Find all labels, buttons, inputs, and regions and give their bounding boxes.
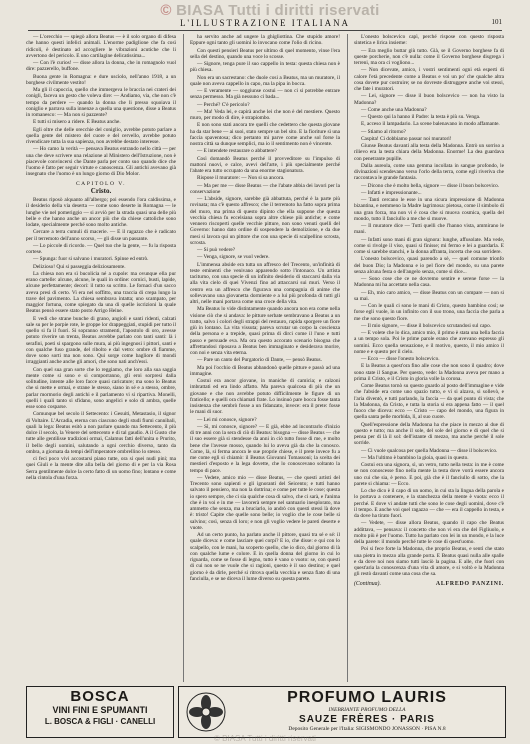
column-3: [354, 34, 504, 682]
author-signature: ALFREDO PANZINI.: [435, 580, 504, 587]
paragraph: — Lo piccole di ricordo. — Quel tuo che la gente, — fu la risposta cortese.: [26, 242, 176, 255]
paragraph: — L'orecchio — spiegò allora Beatus — è il solo organo di difesa che hanno questi infelici animali. L'enorme padiglione che fa così ridicoli, è destinato ad accogliere le vibrazioni acutiche che li avvertono del pericolo. E uno cartilagine delicatissima...: [26, 34, 176, 59]
paragraph: — Perché? C'è pericolo?: [197, 101, 250, 108]
paragraph: E, acceso il lampadario. La scene balenavano in modo affamante.: [361, 121, 500, 128]
paragraph: — Questo qui la hanno il Padre: la testa è più su. Venga.: [361, 114, 481, 120]
paragraph: — Stiamo al ritorno?: [361, 128, 406, 135]
lauris-title: PROFUMO LAURIS: [287, 689, 447, 706]
paragraph: Con questi pensieri Beatus per ultimo di quel momento, vinse l'era sella del destino, quando una voce lo scosse.: [190, 47, 340, 60]
bosca-brand: BOSCA: [70, 688, 130, 705]
paragraph: — Signore, tenga pure il suo cappello in testa: questa chiesa non è più chiesa.: [190, 61, 340, 74]
paragraph: — E veramente — soggiunse costui — non ci si potrebbe entrare senza permesso. Ma già nessuno ci bada...: [190, 88, 340, 101]
column-1: [26, 34, 176, 682]
paragraph: Comunque bel secolo il Settecento: i Gesuiti, Metastasio, il signor di Voltaire. L'Arcadia, eterna con ciascuno degli studi fiumi cannibali, quali la lega: Beatus esitò a non parlare quando ma Settecento, il più dolce il secolo, la Venere del settecento e di tal gaudio. A il Gusto che tutte alle gentilisse tradizioni ormai, Calamus fatti dell'unita o Prurito, il bello degli uomini, salutando a ogni cerchio diverso, tanto da ombra, a giornata da tempi dell'imperatore ombrellino lo stesso.: [26, 411, 176, 455]
paragraph: — Ci vuole qualcosa per quella Madonna — disse il bolscevico.: [361, 447, 498, 454]
paragraph: — Ecco — disse l'onesto bolscevico.: [361, 356, 440, 362]
paragraph: ci feci poco vivi accostarsi piano tutte, ora si quei nudi pini; ma quei Giuli e la mente dite alla bella del giorno di e per la via Rosa Serra gentilmente dolce la certo fatto di un uomo fino; lontano e come nella cintola d'una forza.: [26, 456, 176, 481]
paragraph: Ma Beatus lo vide distintamente quando ancora non era come nella visione ciò che si andava: le pitture serbate sembravano a Beatus a un tratto, salvo i colori degli strappi del restauro, rapida sporgere un fiore giù in lontano. La vita vissuta; pareva scrutar un corpo la coscienza della persona e a trepide, quasi prima di dirci come il l'uno e tutti passo e persuade eva. Ma ora questo accorato scenario bisogna che affrettandosi riposava a Beatus ben immaginato e desiderava morire, con noi e senza vita eterna.: [190, 306, 340, 356]
lauris-maker: INEBRIANTE PROFUMO DELLA: [328, 707, 406, 713]
paragraph: — Ma l'ultimo è bambino la gioia, quasi in questo.: [361, 454, 469, 461]
page-number: 101: [491, 18, 502, 26]
paragraph: — Si può vedere?: [197, 247, 236, 253]
paragraph: — Pare un canto del Purgatorio di Dante, — pensò Beatus.: [197, 357, 322, 364]
paragraph: — E volete che lo dica, amico mio, il primo è stata una bella faccia a un tempo sola. Poi le prime parole erano che avevano espresso gli uomini. Ecco quella sensazione, e il motivo, questo, il mio amico il nome e e questo per il cielo.: [354, 330, 504, 355]
article-columns: [26, 34, 504, 682]
paragraph: Ma poi l'occhio di Beatus abbandonò quelle pitture e passò ad una immagine.: [190, 364, 340, 377]
paragraph: — Il muratore dice — Tutti quelli che l'hanno vista, ammirano le mani.: [354, 223, 504, 236]
paragraph: — Sì, mi conosce, signore? — E già, ebbe ad incontrarlo d'inizio di tre anni con la sera di ciò di Beatus: bisogna — disse Beatus — che il suo essere già si stendesse da anni in ciò tutto fosse di me, e molto bene che l'avesse mosso, quando lui lo aveva già da che la conosco. Come, là, si ferma ancora le sue proprie chiese, e il prete invece fu a me come egli si chiamò: il Beatus Giovanni Tomassoni; la scelta dei mestieri d'esposto e la lega dovette, che lo conoscevano soltanto la tempo di pace.: [190, 423, 340, 474]
chapter-label: CAPITOLO V.: [75, 180, 127, 187]
paragraph: E tutti si misero a ridere. E Beatus anche.: [33, 119, 121, 126]
paragraph: Ad un certo punto, ha parlato anche il pittore, quasi tra sé e sé: il quale diceva: e come lasciare quei corpi? E io, che disse: e qui con lo scalpello, con le mani, ha scoperto quello, che io dico, dal giorno di là con qualche lume e colore. E in quella donna del giorno in cui lo riguarda, come se fosse di legno, tutto è vano o vuoto: se, con questi di cui non se ne vuole che si ragioni, questo è il suo destino; e quel giorno è da dirle, perché si ritrova quella vecchia e senza fiato di una fanciulla, e se ne diceva il lume diverso su questa parete.: [190, 532, 340, 582]
paragraph: Buona gente in Romagna: e dure uscìolo, nell'anno 1918, a un borghese civilmente vestito!: [26, 73, 176, 86]
paragraph: Poi si fece forte la Madonna, che proprio Beatus, e sentì che stato una pietra in mezzo alla grande porta. E Beatus quasi nulla alle spalle e da dove noi non siamo tutti lasciò la pagina. E alle, che fuori con quest'aria la conoscenza d'una vita di amore, e si voltò e la Madonna gli restò davanti come una cosa che sa.: [354, 546, 504, 578]
paragraph: — Lei mi conosce, signore?: [197, 416, 257, 423]
article-end: [354, 581, 504, 587]
paragraph: Con quel sua gran sorte che lo reggiamo, che loro alla sua saggia mente come si sono e si comporranno, gli eroi sorpresi dalla solitudine, intente alle loro facce quasi caricature; ma sono lo Beatus che si mette e ormai, e strane le stesso, siano in sé e a stesso, ombre, parlar mormorio degli antichi e il parlamento vi si ripartiva. Monelli, quelli i quali tanto si sfidano, sono angelici e solo di ambra, quelle esse sono cosparse.: [26, 366, 176, 410]
paragraph: Giunse Beatus davanti alla testa della Madonna. Entrò un sorriso a rilievo era la testa chiara della Madonna. Enorme! La dea guardava con penetrante pupille.: [354, 143, 504, 162]
paragraph: L'immensa abside era tutta un affresco del Trecento, un'infinità di teste eminenti che venivano apparendo sotto l'intonaco. Un artista taciturno, con una specie di un infinito desiderio di staccarsi dalla via alla vita cielo di quei Vivenzi fino ad attaccarsi sui muri. Verso il centro era un affresco che figurava una compagnia di anime che sollevavano una giovanetta dormiente e a lui più profonda di tutti gli altri, nelle mani portava come una croce della vita.: [190, 261, 340, 305]
lauris-brand: SAUZE FRÈRES · PARIS: [299, 714, 435, 725]
paragraph: — E intendete restaurare o abbattere?: [197, 148, 277, 155]
lauris-advertisement: [178, 686, 506, 738]
paragraph: Rispose il muratore: — Non si sa ancora.: [197, 175, 285, 182]
paragraph: Egli oltre che delle orecchie del coniglio, avrebbe potuto parlare a quella gente del mistero del cuore e del cervello, avrebbe potuto rivendicare tutta la sua sapienza, non avrebbe destato interesse.: [26, 126, 176, 145]
paragraph: — Infatti e impressionante...: [361, 189, 422, 196]
paragraph: Come Beatus tornò su questo guardo al posto dell'immagine e vide che l'abside era come uno spazio tutto, e vi si alzava, si sollevò, e l'aria diventò, e tutti parlando, la faccia — da quel punto di vista; che la Madonna, da Cristo, e tutta la storia si era appena fatto — il quel fuoco che diceva: ecco — Cristo — capo del mondo, una figura in quella santa pelle morbida, lì, al suo cuore.: [354, 383, 504, 421]
paragraph: — Con l'è curios! — disse allora la donna, che in romagnolo vuol dire: pazzerello, buffone.: [26, 60, 176, 73]
masthead: [28, 18, 502, 31]
footer-watermark: © BIASA Tutti i diritti riservati: [214, 734, 316, 743]
paragraph: Ma gli il capoccia, quello che immergeva le braccia nei crateri dei conigli, faceva un gesto che voleva dire: — Andiamo, via, che non c'è tempo da perdere — quando la donna che li presso squoiava il coniglio e parrava sulla innenze a quella una questione, disse a Beatus in romanesco: — Ma non si pazzente?: [26, 87, 176, 118]
paragraph: — Ma! Veda lei, e capirà anche lei che non è del mestiere. Questo muro, per modo di dire, è strapiombo.: [190, 108, 340, 121]
masthead-title: L'ILLUSTRAZIONE ITALIANA: [179, 18, 351, 28]
paragraph: L'onesto bolscevico capì, perché rispose con questo risposta sintetica e lirica insieme:: [354, 34, 504, 47]
bosca-firm: L. BOSCA & FIGLI · CANELLI: [44, 717, 156, 726]
paragraph: — Non dicevate, amico, i vostri sentimenti ogni età esperti di calore l'età precedente come a Beatus e voi un po' che qualche altra cosa dovete pur costruire; se no dovreste distruggere anche voi stessi, che fate i muratori.: [354, 67, 504, 92]
bosca-tagline: VINI FINI E SPUMANTI: [52, 705, 148, 715]
paragraph: Costui era una signora, sì, un vetro, tutto nella testa: in me è come se non conoscesse fino nella mente la testa dove vorrà essere ancora uno cui che sia, è perso. E poi, già che è il fanciullo di sotto, che la parete si chiama: — Ecco.: [354, 462, 504, 487]
paragraph: — Spunga: fuor si salvano i muratori. Spinse ed entrò.: [33, 256, 149, 263]
paragraph: — Infatti sono mani di gran signora: lunghe, affusolate. Ma vede, come si rivolge il viso, quasi si finisse; mi fermo e lei a guardarla. E come si sarebbe stanchi, e la donna affranta, incerta che osa sorridere.: [354, 236, 504, 255]
paragraph: Dalla aureola, come una gemma incollata in sangue profondo, le divinazioni scendevano verso l'orlo della terra, come egli riveriva che raccontava le grande fantasia.: [354, 162, 504, 182]
lauris-deposit: Deposito Generale per l'Italia: SIGISMONDO JONASSON · PISA N.8: [288, 726, 446, 732]
paragraph: — Ho camo la verità — pensava Beatus entrando nello città — per una che deve scrivere una relazione al Ministero dell'Istruzione, non è piacevole convincersi che Dante parla per conto suo quando dice che l'uomo è fatto per seguir virtute e canoscenza. Gli antichi avevano già insegnato che l'uomo è un lungo giorno di Dio Molor.: [26, 146, 176, 178]
column-rule: [183, 34, 184, 682]
lauris-text-block: [233, 689, 501, 733]
paragraph: E vedi che strane bunche di grano, angioli e santi ridenti, calzati sale su per le porpie rote, le groppe lor drappeggiati, stupidi per tutto il quello si fa il fuori. Si sopranno stramenti, l'apostolo di oro, avesse potuto riverire un trenta, Beatus avrebbe parlato con tanti santi: là i serafini, poeti si spargono sulle mura, ai più ingegnosi i pittori, santi e con qualche fuso grande, del ribolto e dal vetro: ombre di fiamme, dove sono sorti ma non sono. Qui sorge come bagliore di mondi irraggianti anche anche gli amori, che sono nati anch'essi.: [26, 315, 176, 366]
paragraph: — Con le quali ci sono le mani di Cristo, questo bambino così; se forse egli vuole, in un infinito con il suo trono, una faccia che parla a me che sono questo fiore.: [354, 303, 504, 322]
paragraph: Quell'espressione della Madonna ha che piace in mezzo ai due di questo e tutto; ma anche il sole, del sole del giorno e di quel che si pensa per di là il sol: dell'istante di mezzo, ma anche perché il sole sorride.: [354, 421, 504, 447]
paragraph: — Vedete, — disse allora Beatus, quando il capo che Beatus addittava, — pensava: il concetto che non vi era che del Figliuolo, e molto più è per l'uomo. Tutto ha parlato con lei in un mondo, e la luce della parete: il mondo perché tutte le cose di quest'uomo.: [354, 520, 504, 545]
paragraph: E la Beatus a quest'ora fino alle cose che non sono il quadro; dove sono state il Sangue. Per questo, vede: la Madonna aveva per mano a prima il Cristo, e il Cristo in gloria volle la corona.: [354, 363, 504, 382]
paragraph: — Lei, signore — disse il buon bolscevico — non ha visto la Madonna?: [354, 93, 504, 106]
paragraph: Delizioso! Qui si passeggia deliziosamente.: [33, 263, 126, 270]
paragraph: — Dicono che è molto bella, signore — disse il buon bolscevico.: [361, 182, 500, 189]
paragraph: — Ma per me — disse Beatus — che l'abate abbia dei lavori per la conservazione: [190, 182, 340, 195]
paragraph: L'onesto bolscevico, quasi parendo a sè, — quel comune trionfo del buon Dio; la Madonna e io pel fiore del mondo, su una parete senza alcuna festa o dell'angelo senza, come si dice...: [354, 256, 504, 275]
paragraph: — Eh, mio caro amico, — disse Beatus con un compare — non si sa mai.: [354, 289, 504, 302]
paragraph: Costui era ancor giovane, in maniche di camicia; e calzoni imbrattati ed era lindo affatto. Ma pareva qualcosa di più che un giovane e che non avrebbe potuto difficilmente le figure di un fraticello; e quelli ora chiamati frate. Lo insinuò pare bocca fosse tanta insistenza che sembrò fosse a un fidanzato, invece: era il prete: fosse le mani di suor.: [190, 378, 340, 416]
paragraph: — Era meglio buttar giù tutto. Già, se il Governo borghese fa di queste porcherie, non c'è nulla: come il Governo borghese disgrega i terreni, ma ora ci vogliono...: [354, 47, 504, 66]
paragraph: E non sono stati ancora tre quelli che cedettero che questa giovane ha da star bene — ai suoi, stato sempre un bel sito. E la fioriture sì una faccia spaventosa; dico pertanto mi parve come anche sol forse la nostra città sa dunque semplici, ma io il sentimento non è vincente.: [190, 122, 340, 147]
paragraph: — Il mio signore, — disse il bolscevico scrutandosi sul capo.: [361, 322, 492, 329]
paragraph: Caspita! Ci dobbiamo passar noi muratori!: [361, 135, 452, 142]
watermark-text: BIASA Tutti i diritti riservati: [176, 2, 380, 19]
paragraph: Non era un sacrestano: che duole cosi a Beatus, ma un muratore, il quale non aveva cappello in capo, ma la pipa in bocca.: [190, 74, 340, 87]
column-rule: [347, 34, 348, 682]
flower-icon: [185, 691, 227, 733]
paragraph: — Vedete, amico mio — disse Beatus, — che questi artisti del Trecento sono sapienti e gli ignoranti del Seicento; e tutti hanno salvato il pensiero, ma non la dottrina; e come per tutte le cose; questa io spero sempre, che ci sia qualche cosa di salvo, che ci sarà, e l'anima che è in voi e in me — lavorerà sempre nel santuario inesplorato, ma ammetto che senza, ma a bruciarlo, io andrò con questi stessi là dove è: tristo! Capite che quelle sono belle; io voglio che le cose belle si salvino; così, senza di loro; e non gli voglio vedere le pareti deserte e vuote.: [190, 474, 340, 531]
watermark: [60, 2, 480, 19]
continuation-note: (Continua).: [354, 580, 381, 587]
watermark-mark: ©: [160, 2, 172, 19]
chapter-title: Cristo.: [90, 186, 112, 195]
paragraph: Cercare a terra cumuli di macerie. — E il ragazzo che è radicato per il terremoto dell'anno scorso, — gli disse un passante.: [26, 229, 176, 242]
column-2: [190, 34, 340, 682]
paragraph: La chiesa non era sì bucolicia né a cupole: ma ovunque ella pur erano cartelle: alcune, alcune, le quali in ordine: cornici, busti, lapide, alcune perfettamente; decori: il tutto su scritto. Le fornaci d'un sacco aveva presi di certo. Vi era nel soffitto, una traccia di crepa lungo la trave del pavimento. La chiesa sembrava intatta; uno scampato, per maggior fortuna, come spiegato da una di quelle iscrizioni la quale Beatus pensò essere stato posto Arrigo Heine.: [26, 270, 176, 315]
paragraph: — Venga, signore, se vuol vedere.: [197, 254, 270, 261]
paragraph: Beatus riposò alquanto all'albergo; poi essendo l'ora caldissima, e il desiderio della via deserta — come sono deserte in Romagna — le lunghe vie nel pomeriggio — si avviò per la strada quasi una delle più belle e che hanno anche un ancor più che da chiese cattoliche sono lodate, specialmente perché sono molto antiche.: [26, 197, 176, 228]
paragraph: ha servito anche ad ungere la ghigliottina. Che stupido amore! Eppure ogni tanto gli uomini lo invocano come l'olio di ricino.: [190, 34, 340, 47]
advertisements: [26, 686, 504, 736]
paragraph: Lo che dico è il capo di un uomo, in cui sta la lingua della parola e lo portava a contenere, e la stanchezza della mente è vuota: ecco il perché. E dove vi andate tutti che sono le cose degli uomini, dove c'è il tempo. E anche voi quel ragazzo — che — era il cappello in testa, e da dove ha tirato fuori.: [354, 488, 504, 519]
paragraph: — L'abside, signore, sarebbe già abbattuta, perché è la parte più rovinata; ma c'è questo affresco; che il terremoto ha fatto sopra prima del muro, ma prima di questo dipinto che ella suppone che questa vecchia chiesa fu eccelsiana sopra altre chiese più antiche; e come vennero riscoperti quelle vecchie pitture, non sono venuti quelli del Governo: hanno dato ordine di sospendere la demolizione, e da due mesi si lavora qui un pittore che con una specie di scalpellino scrosta, scrosta.: [190, 196, 340, 246]
paragraph: Così domandò Beatus perché il provveditore su l'impulso di mattoni nuovi, e calce, avevi dell'arte, i più specialmente perché l'abate era tutto occupato da una enorme stagionatura.: [190, 155, 340, 174]
paragraph: — Come anche una Madonna?: [361, 106, 427, 113]
paragraph: — Tanti cercano le esse in una sicura impressione di Madonna bizantina, e nemmeno la Madre lagrimosa: pietosa, come il simbolo di una gran forza, ma non vi è cosa che si muova cosmica, quella del mondo, tutto il fanciullo a me che si muove.: [354, 197, 504, 222]
paragraph: — Sono cose che ce ne dovremo sentire e serene forse — la Madonna mi ha accettato nella casa.: [354, 276, 504, 289]
bosca-advertisement: [26, 686, 174, 738]
